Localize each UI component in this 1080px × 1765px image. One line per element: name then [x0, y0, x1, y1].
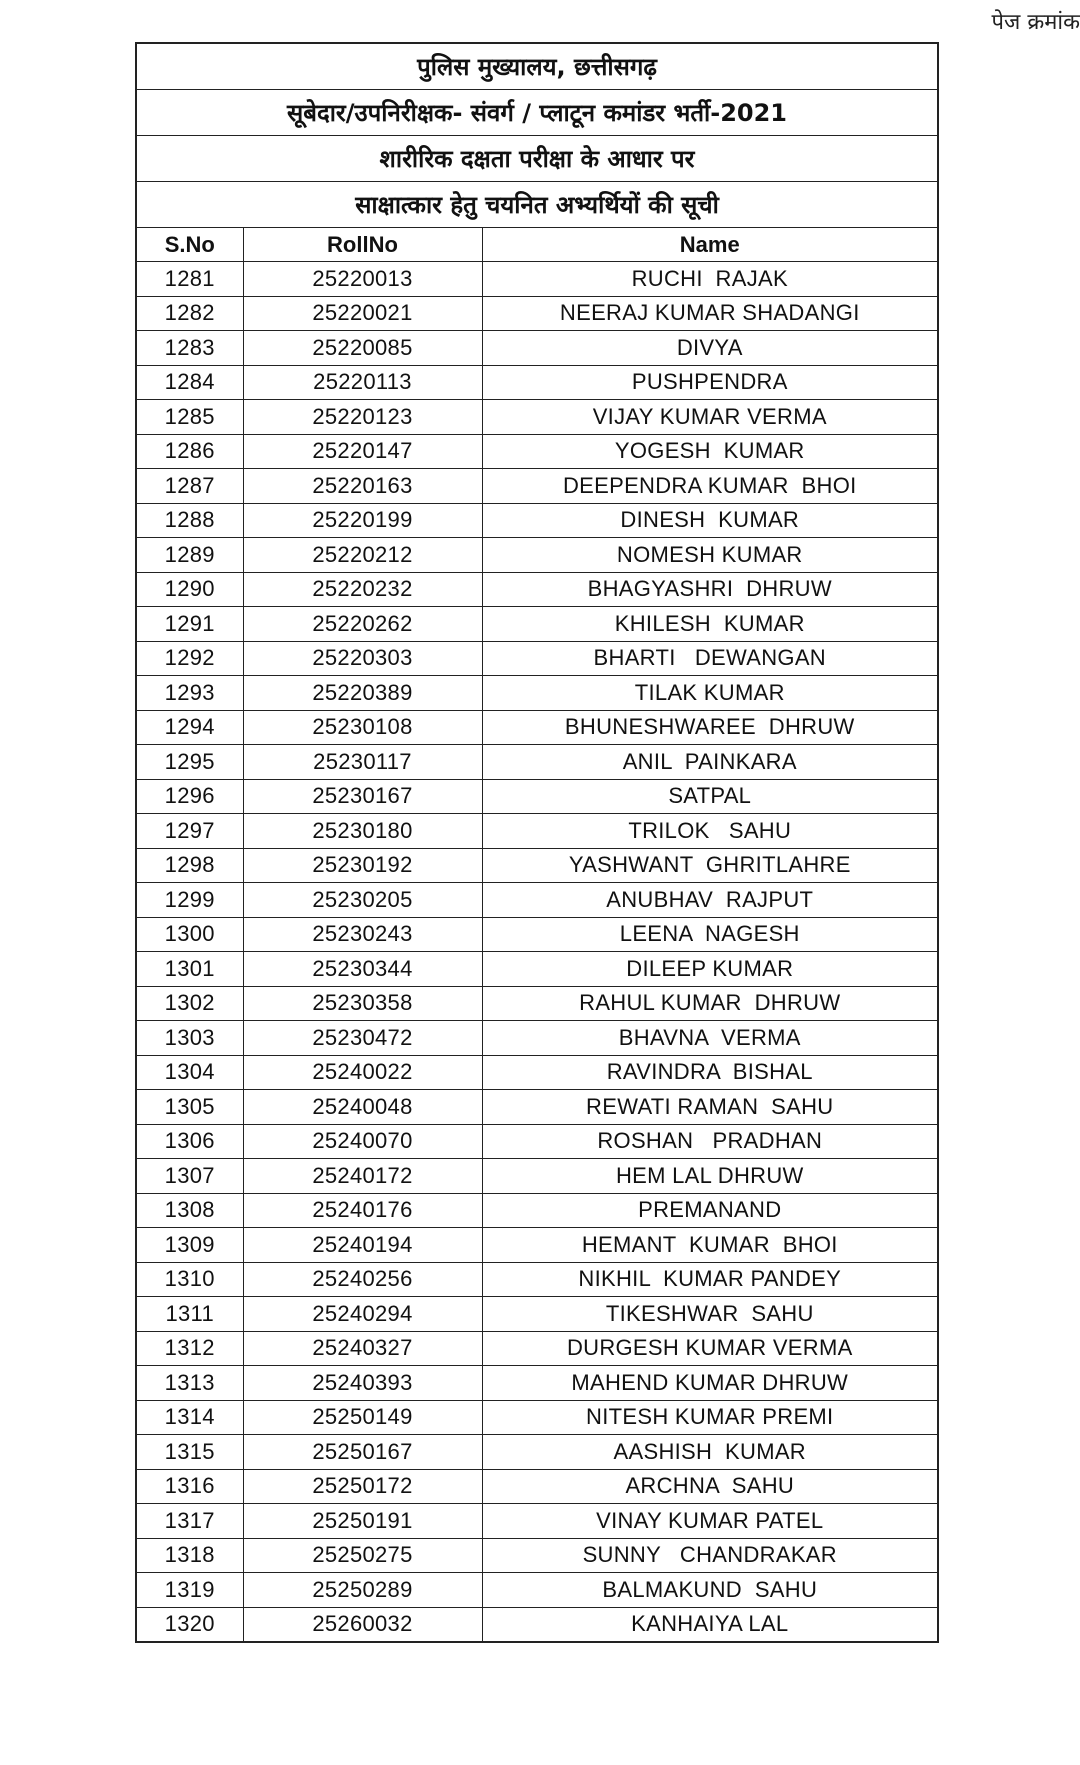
cell-sno: 1289 [136, 538, 243, 573]
cell-rollno: 25260032 [243, 1607, 482, 1642]
cell-name: DEEPENDRA KUMAR BHOI [482, 469, 938, 504]
table-row [136, 1400, 938, 1435]
cell-name: NEERAJ KUMAR SHADANGI [482, 296, 938, 331]
cell-name: REWATI RAMAN SAHU [482, 1090, 938, 1125]
table-row [136, 917, 938, 952]
header-list-title: साक्षात्कार हेतु चयनित अभ्यर्थियों की सूची [136, 182, 938, 228]
cell-rollno: 25220147 [243, 434, 482, 469]
cell-name: DIVYA [482, 331, 938, 366]
cell-rollno: 25250191 [243, 1504, 482, 1539]
cell-name: DURGESH KUMAR VERMA [482, 1331, 938, 1366]
header-recruitment: सूबेदार/उपनिरीक्षक- संवर्ग / प्लाटून कमांडर भर्ती-2021 [136, 90, 938, 136]
cell-name: RAHUL KUMAR DHRUW [482, 986, 938, 1021]
cell-name: YOGESH KUMAR [482, 434, 938, 469]
table-row [136, 1090, 938, 1125]
cell-rollno: 25240294 [243, 1297, 482, 1332]
cell-sno: 1302 [136, 986, 243, 1021]
column-header-row [136, 228, 938, 262]
cell-sno: 1304 [136, 1055, 243, 1090]
cell-sno: 1316 [136, 1469, 243, 1504]
cell-sno: 1291 [136, 607, 243, 642]
cell-sno: 1300 [136, 917, 243, 952]
cell-name: TILAK KUMAR [482, 676, 938, 711]
cell-sno: 1306 [136, 1124, 243, 1159]
cell-name: KHILESH KUMAR [482, 607, 938, 642]
title-row [136, 182, 938, 228]
table-row [136, 1573, 938, 1608]
column-header-sno: S.No [136, 228, 243, 262]
cell-rollno: 25230192 [243, 848, 482, 883]
cell-sno: 1283 [136, 331, 243, 366]
cell-rollno: 25220232 [243, 572, 482, 607]
cell-sno: 1290 [136, 572, 243, 607]
candidate-list-table [135, 42, 939, 1643]
cell-name: ANIL PAINKARA [482, 745, 938, 780]
cell-sno: 1295 [136, 745, 243, 780]
cell-sno: 1318 [136, 1538, 243, 1573]
cell-rollno: 25250167 [243, 1435, 482, 1470]
table-row [136, 1021, 938, 1056]
table-row [136, 1297, 938, 1332]
cell-sno: 1296 [136, 779, 243, 814]
cell-name: YASHWANT GHRITLAHRE [482, 848, 938, 883]
cell-sno: 1301 [136, 952, 243, 987]
cell-rollno: 25240172 [243, 1159, 482, 1194]
cell-sno: 1315 [136, 1435, 243, 1470]
cell-rollno: 25240022 [243, 1055, 482, 1090]
cell-sno: 1312 [136, 1331, 243, 1366]
table-row [136, 641, 938, 676]
cell-rollno: 25250149 [243, 1400, 482, 1435]
header-organization: पुलिस मुख्यालय, छत्तीसगढ़ [136, 43, 938, 90]
cell-sno: 1307 [136, 1159, 243, 1194]
cell-sno: 1317 [136, 1504, 243, 1539]
table-row [136, 883, 938, 918]
cell-sno: 1311 [136, 1297, 243, 1332]
table-row [136, 538, 938, 573]
table-row [136, 1607, 938, 1642]
table-row [136, 296, 938, 331]
cell-name: DINESH KUMAR [482, 503, 938, 538]
column-header-rollno: RollNo [243, 228, 482, 262]
cell-sno: 1303 [136, 1021, 243, 1056]
table-row [136, 710, 938, 745]
cell-rollno: 25230108 [243, 710, 482, 745]
cell-sno: 1282 [136, 296, 243, 331]
cell-name: BHAGYASHRI DHRUW [482, 572, 938, 607]
table-row [136, 986, 938, 1021]
cell-sno: 1286 [136, 434, 243, 469]
cell-name: NITESH KUMAR PREMI [482, 1400, 938, 1435]
cell-rollno: 25230167 [243, 779, 482, 814]
table-row [136, 434, 938, 469]
title-row [136, 43, 938, 90]
cell-rollno: 25240256 [243, 1262, 482, 1297]
page-number-label: पेज क्रमांक [991, 10, 1080, 35]
cell-rollno: 25240393 [243, 1366, 482, 1401]
cell-name: BHAVNA VERMA [482, 1021, 938, 1056]
table-row [136, 331, 938, 366]
cell-name: HEMANT KUMAR BHOI [482, 1228, 938, 1263]
cell-sno: 1308 [136, 1193, 243, 1228]
cell-name: PUSHPENDRA [482, 365, 938, 400]
cell-rollno: 25220085 [243, 331, 482, 366]
cell-rollno: 25220212 [243, 538, 482, 573]
table-row [136, 1504, 938, 1539]
cell-rollno: 25250172 [243, 1469, 482, 1504]
cell-rollno: 25250289 [243, 1573, 482, 1608]
cell-name: MAHEND KUMAR DHRUW [482, 1366, 938, 1401]
cell-rollno: 25230180 [243, 814, 482, 849]
cell-rollno: 25240194 [243, 1228, 482, 1263]
cell-name: TRILOK SAHU [482, 814, 938, 849]
cell-sno: 1281 [136, 262, 243, 297]
cell-rollno: 25220113 [243, 365, 482, 400]
cell-sno: 1305 [136, 1090, 243, 1125]
table-row [136, 814, 938, 849]
title-row [136, 90, 938, 136]
table-row [136, 1469, 938, 1504]
cell-sno: 1284 [136, 365, 243, 400]
table-row [136, 848, 938, 883]
table-row [136, 1228, 938, 1263]
cell-sno: 1288 [136, 503, 243, 538]
table-row [136, 1331, 938, 1366]
cell-sno: 1294 [136, 710, 243, 745]
cell-rollno: 25240176 [243, 1193, 482, 1228]
table-row [136, 503, 938, 538]
title-row [136, 136, 938, 182]
cell-name: ARCHNA SAHU [482, 1469, 938, 1504]
table-row [136, 607, 938, 642]
table-row [136, 745, 938, 780]
cell-sno: 1310 [136, 1262, 243, 1297]
table-row [136, 1124, 938, 1159]
cell-name: NIKHIL KUMAR PANDEY [482, 1262, 938, 1297]
cell-rollno: 25220163 [243, 469, 482, 504]
cell-rollno: 25230358 [243, 986, 482, 1021]
cell-name: RUCHI RAJAK [482, 262, 938, 297]
cell-rollno: 25220123 [243, 400, 482, 435]
cell-name: AASHISH KUMAR [482, 1435, 938, 1470]
cell-sno: 1297 [136, 814, 243, 849]
cell-sno: 1319 [136, 1573, 243, 1608]
table-row [136, 676, 938, 711]
cell-sno: 1293 [136, 676, 243, 711]
cell-sno: 1320 [136, 1607, 243, 1642]
cell-sno: 1309 [136, 1228, 243, 1263]
table-row [136, 572, 938, 607]
cell-rollno: 25220021 [243, 296, 482, 331]
cell-sno: 1299 [136, 883, 243, 918]
cell-name: ANUBHAV RAJPUT [482, 883, 938, 918]
cell-name: KANHAIYA LAL [482, 1607, 938, 1642]
cell-name: BALMAKUND SAHU [482, 1573, 938, 1608]
cell-rollno: 25220199 [243, 503, 482, 538]
cell-name: HEM LAL DHRUW [482, 1159, 938, 1194]
cell-rollno: 25240070 [243, 1124, 482, 1159]
cell-rollno: 25220013 [243, 262, 482, 297]
cell-name: DILEEP KUMAR [482, 952, 938, 987]
cell-name: VINAY KUMAR PATEL [482, 1504, 938, 1539]
column-header-name: Name [482, 228, 938, 262]
table-row [136, 262, 938, 297]
cell-sno: 1314 [136, 1400, 243, 1435]
table-row [136, 779, 938, 814]
cell-name: TIKESHWAR SAHU [482, 1297, 938, 1332]
cell-rollno: 25230344 [243, 952, 482, 987]
cell-rollno: 25230117 [243, 745, 482, 780]
cell-name: RAVINDRA BISHAL [482, 1055, 938, 1090]
table-row [136, 1262, 938, 1297]
table-row [136, 952, 938, 987]
cell-sno: 1298 [136, 848, 243, 883]
header-exam-basis: शारीरिक दक्षता परीक्षा के आधार पर [136, 136, 938, 182]
table-row [136, 1435, 938, 1470]
cell-sno: 1285 [136, 400, 243, 435]
cell-rollno: 25230243 [243, 917, 482, 952]
table-row [136, 365, 938, 400]
table-row [136, 400, 938, 435]
cell-rollno: 25220389 [243, 676, 482, 711]
cell-name: BHUNESHWAREE DHRUW [482, 710, 938, 745]
cell-name: NOMESH KUMAR [482, 538, 938, 573]
cell-sno: 1287 [136, 469, 243, 504]
cell-name: PREMANAND [482, 1193, 938, 1228]
cell-name: BHARTI DEWANGAN [482, 641, 938, 676]
cell-rollno: 25240327 [243, 1331, 482, 1366]
table-row [136, 1193, 938, 1228]
cell-rollno: 25220262 [243, 607, 482, 642]
cell-rollno: 25250275 [243, 1538, 482, 1573]
cell-sno: 1292 [136, 641, 243, 676]
cell-name: LEENA NAGESH [482, 917, 938, 952]
table-row [136, 1538, 938, 1573]
cell-name: VIJAY KUMAR VERMA [482, 400, 938, 435]
cell-rollno: 25230205 [243, 883, 482, 918]
table-row [136, 1055, 938, 1090]
table-row [136, 1366, 938, 1401]
table-row [136, 469, 938, 504]
cell-sno: 1313 [136, 1366, 243, 1401]
cell-name: SATPAL [482, 779, 938, 814]
table-row [136, 1159, 938, 1194]
cell-rollno: 25240048 [243, 1090, 482, 1125]
cell-rollno: 25230472 [243, 1021, 482, 1056]
cell-rollno: 25220303 [243, 641, 482, 676]
cell-name: ROSHAN PRADHAN [482, 1124, 938, 1159]
cell-name: SUNNY CHANDRAKAR [482, 1538, 938, 1573]
